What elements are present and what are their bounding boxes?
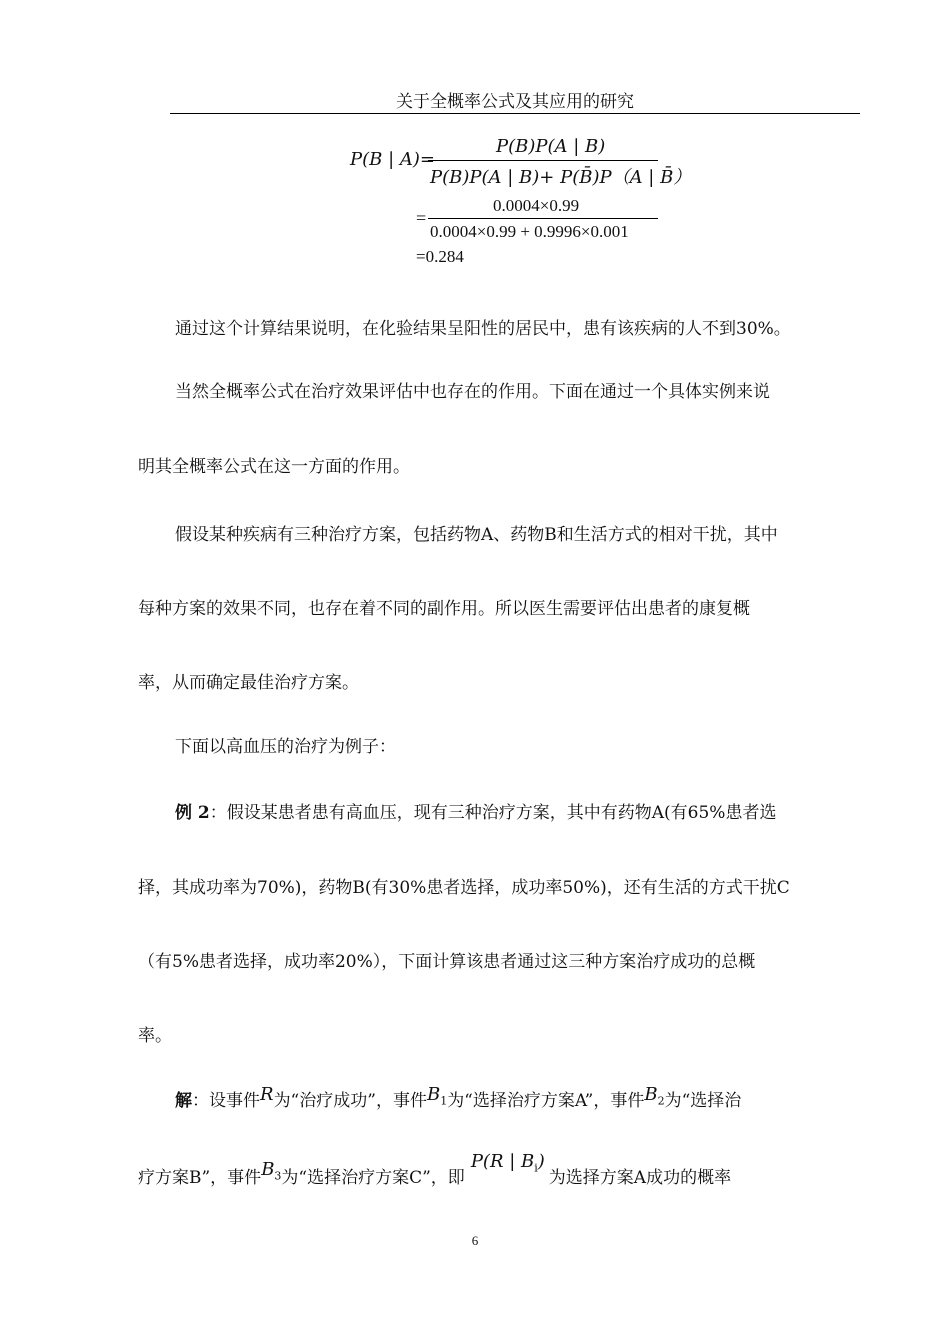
event-B1: $B_1$ <box>426 1084 448 1108</box>
paragraph-assume-line-1: 假设某种疾病有三种治疗方案，包括药物A、药物B和生活方式的相对干扰，其中 <box>175 525 778 545</box>
formula-numerator-2: 0.0004×0.99 <box>493 196 580 215</box>
event-R: R <box>260 1084 274 1105</box>
example-line-4: 率。 <box>138 1026 172 1046</box>
event-B2: $B_2$ <box>644 1084 665 1108</box>
paragraph-intro-line-1: 当然全概率公式在治疗效果评估中也存在的作用。下面在通过一个具体实例来说 <box>175 382 770 402</box>
solution-line-1: 解：设事件R为“治疗成功”，事件$B_1$为“选择治疗方案A”，事件$B_2$为“选择治 <box>175 1084 742 1111</box>
formula-denominator-1: P(B)P(A | B)+ P(B̄)P（A | B̄） <box>430 167 692 188</box>
paragraph-assume-line-2: 每种方案的效果不同，也存在着不同的副作用。所以医生需要评估出患者的康复概 <box>138 599 750 619</box>
example-line-1: 例 2：假设某患者患有高血压，现有三种治疗方案，其中有药物A(有65%患者选 <box>175 803 777 823</box>
paragraph-assume-line-3: 率，从而确定最佳治疗方案。 <box>138 673 359 693</box>
paragraph-hypertension: 下面以高血压的治疗为例子： <box>175 737 396 757</box>
example-label: 例 2 <box>175 803 210 823</box>
paragraph-intro-line-2: 明其全概率公式在这一方面的作用。 <box>138 457 410 477</box>
paragraph-result: 通过这个计算结果说明，在化验结果呈阳性的居民中，患有该疾病的人不到30%。 <box>175 319 791 339</box>
event-B3: $B_3$ <box>261 1159 282 1183</box>
fraction-bar-1 <box>428 160 658 161</box>
solution-line-2: 疗方案B”，事件$B_3$为“选择治疗方案C”，即P(R | $B_i$)为选择方案A成功的概率 <box>138 1151 732 1188</box>
formula-numerator-1: P(B)P(A | B) <box>496 136 606 157</box>
formula-lhs: P(B | A)= <box>350 149 435 170</box>
solution-label: 解 <box>175 1091 192 1111</box>
example-line-2: 择，其成功率为70%)，药物B(有30%患者选择，成功率50%)，还有生活的方式干扰C <box>138 878 790 898</box>
formula-denominator-2: 0.0004×0.99 + 0.9996×0.001 <box>430 222 629 241</box>
example-line-3: （有5%患者选择，成功率20%），下面计算该患者通过这三种方案治疗成功的总概 <box>138 952 756 972</box>
fraction-bar-2 <box>428 218 658 219</box>
page-header-title: 关于全概率公式及其应用的研究 <box>396 92 634 112</box>
header-rule <box>170 113 860 114</box>
formula-equals-2: = <box>416 208 427 228</box>
formula-result: =0.284 <box>416 247 464 266</box>
conditional-probability-PRBi: P(R | $B_i$) <box>470 1151 545 1175</box>
page-number: 6 <box>471 1233 479 1248</box>
